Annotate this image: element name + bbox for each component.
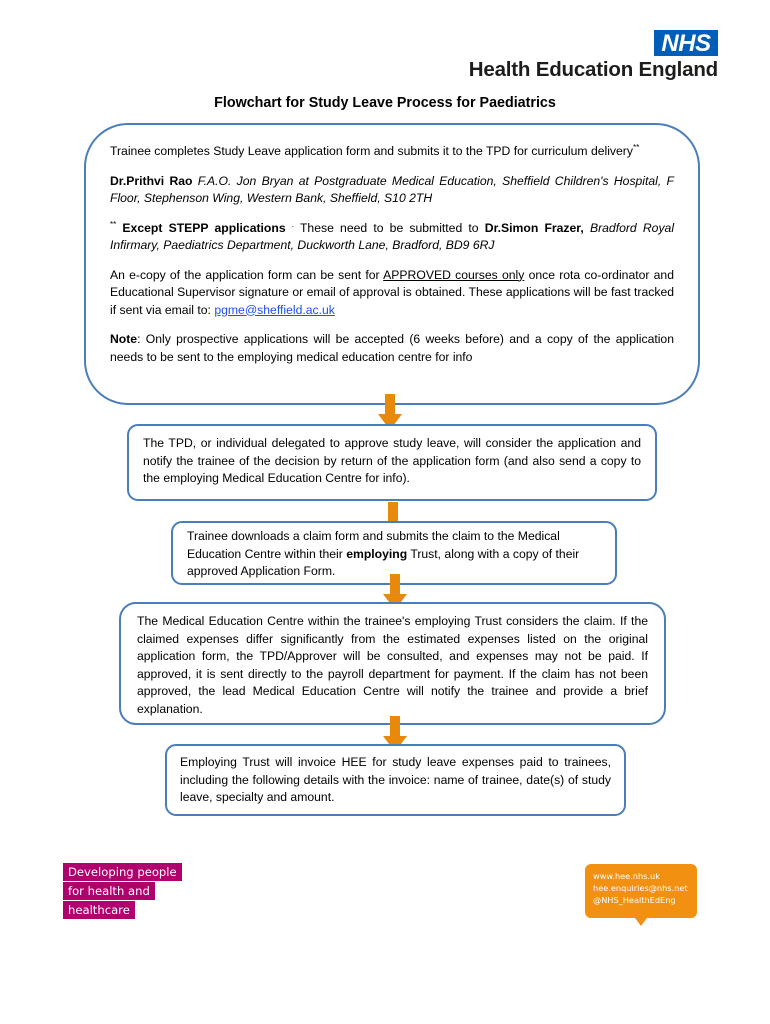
page-title: Flowchart for Study Leave Process for Paediatrics — [214, 95, 556, 111]
step2-text: The TPD, or individual delegated to approve study leave, will consider the application and notify the trainee of the decision by return of the application form (and also send a copy to the employing Medical Education Centre for info). — [143, 436, 641, 485]
org-name: Health Education England — [468, 58, 718, 81]
step1-ecopy — [110, 267, 674, 320]
contact-card — [585, 864, 697, 918]
nhs-logo: NHS — [654, 30, 718, 56]
note-label: Note — [110, 332, 138, 346]
tagline-line: Developing people — [63, 863, 182, 881]
contact-address: F.A.O. Jon Bryan at Postgraduate Medical Education, Sheffield Children's Hospital, F Floor, Stephenson Wing, Western Bank, Sheffield, S10 2TH — [110, 173, 674, 205]
flowchart-step-1 — [84, 123, 700, 405]
ecopy-prefix: An e-copy of the application form can be sent for — [110, 267, 380, 282]
step1-contact — [110, 173, 674, 208]
twitter-handle: @NHS_HealthEdEng — [593, 895, 676, 905]
ecopy-emphasis: APPROVED courses only — [383, 267, 525, 282]
stepp-address: Bradford Royal Infirmary, Paediatrics Department, Duckworth Lane, Bradford, BD9 6RJ — [110, 220, 675, 252]
step1-intro — [110, 143, 674, 161]
step4-text: The Medical Education Centre within the trainee's employing Trust considers the claim. If the claimed expenses differ significantly from the estimated expenses listed on the original application form, the TPD/Approver will be consulted, and expenses may not be paid. If approved, it is sent directly to the payroll department for payment. If the claim has not been approved, the lead Medical Education Centre will notify the trainee and provide a brief explanation. — [137, 614, 648, 716]
stepp-label: Except STEPP applications — [122, 220, 286, 235]
footnote-mark: ** — [110, 219, 117, 229]
step5-text: Employing Trust will invoice HEE for study leave expenses paid to trainees, including the following details with the invoice: name of trainee, date(s) of study leave, specialty and amount. — [180, 755, 611, 804]
contact-name: Dr.Prithvi Rao — [110, 173, 193, 188]
stepp-dot: . — [291, 219, 295, 229]
step3-after: Trust, along with a copy of their approved Application Form. — [187, 546, 580, 578]
tagline-line: healthcare — [63, 901, 135, 919]
step1-intro-text: Trainee completes Study Leave application form and submits it to the TPD for curriculum delivery — [110, 144, 633, 158]
email-text: hee.enquiries@nhs.net — [593, 883, 688, 893]
flowchart-step-4 — [119, 602, 666, 725]
note-text: : Only prospective applications will be accepted (6 weeks before) and a copy of the application needs to be sent to the employing medical education centre for info — [110, 332, 674, 364]
tagline — [63, 863, 182, 920]
ecopy-suffix: once rota co-ordinator and Educational Supervisor signature or email of approval is obtained. These applications will be fast tracked if sent via email to: — [110, 267, 674, 317]
email-link[interactable]: pgme@sheffield.ac.uk — [214, 302, 335, 317]
stepp-text: These need to be submitted to — [299, 220, 479, 235]
step3-before: Trainee downloads a claim form and submits the claim to the Medical Education Centre within their — [187, 529, 560, 561]
flowchart-step-2 — [127, 424, 657, 501]
tagline-line: for health and — [63, 882, 155, 900]
step3-bold: employing — [346, 546, 408, 561]
footnote-mark: ** — [632, 142, 640, 152]
step3-text — [187, 528, 601, 581]
stepp-contact: Dr.Simon Frazer, — [484, 220, 584, 235]
flowchart-step-5 — [165, 744, 626, 816]
step1-stepp — [110, 220, 674, 255]
speech-tail-icon — [635, 918, 647, 926]
step1-note — [110, 331, 674, 366]
website-text: www.hee.nhs.uk — [593, 871, 660, 881]
